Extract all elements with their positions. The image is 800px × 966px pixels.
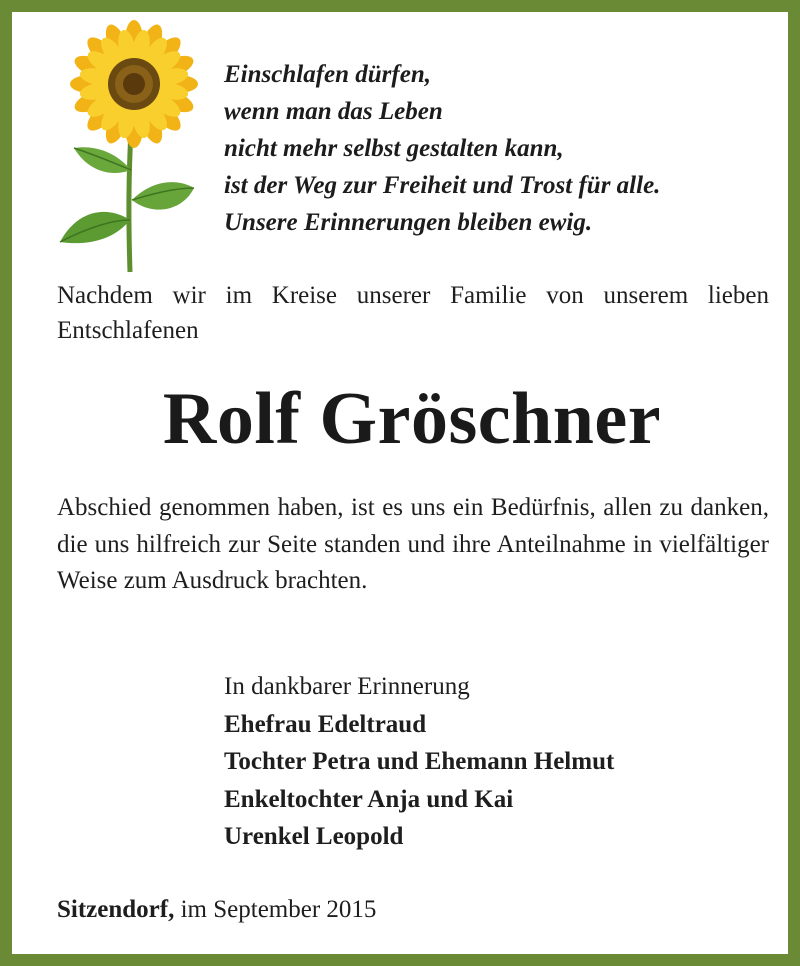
acknowledgement-text: Abschied genommen haben, ist es uns ein Bedürfnis, allen zu danken, die uns hilfreich zur Seite standen und ihre Anteilnahme in vielfältiger Weise zum Ausdruck brachten. [57,494,769,594]
sunflower-icon [52,20,202,275]
poem-line: nicht mehr selbst gestalten kann, [224,135,564,162]
mourner-name: Enkeltochter Anja und Kai [224,785,514,813]
date: im September 2015 [174,896,377,923]
place: Sitzendorf, [57,896,175,923]
mourner-name: Tochter Petra und Ehemann Helmut [224,748,615,775]
place-and-date [57,892,757,928]
poem-line: ist der Weg zur Freiheit und Trost für alle. [224,172,661,199]
mourner-name: Urenkel Leopold [224,823,404,850]
poem [224,56,794,241]
mourner-name: Ehefrau Edeltraud [224,710,427,738]
poem-line: Unsere Erinnerungen bleiben ewig. [224,209,593,236]
poem-line: Einschlafen dürfen, [224,61,431,88]
intro-text: Nachdem wir im Kreise unserer Familie von unserem lieben Entschlafenen [57,282,769,344]
signoff-heading: In dankbarer Erinnerung [224,673,470,700]
deceased-name: Rolf Gröschner [162,378,662,460]
poem-line: wenn man das Leben [224,98,443,125]
signoff [224,668,784,856]
